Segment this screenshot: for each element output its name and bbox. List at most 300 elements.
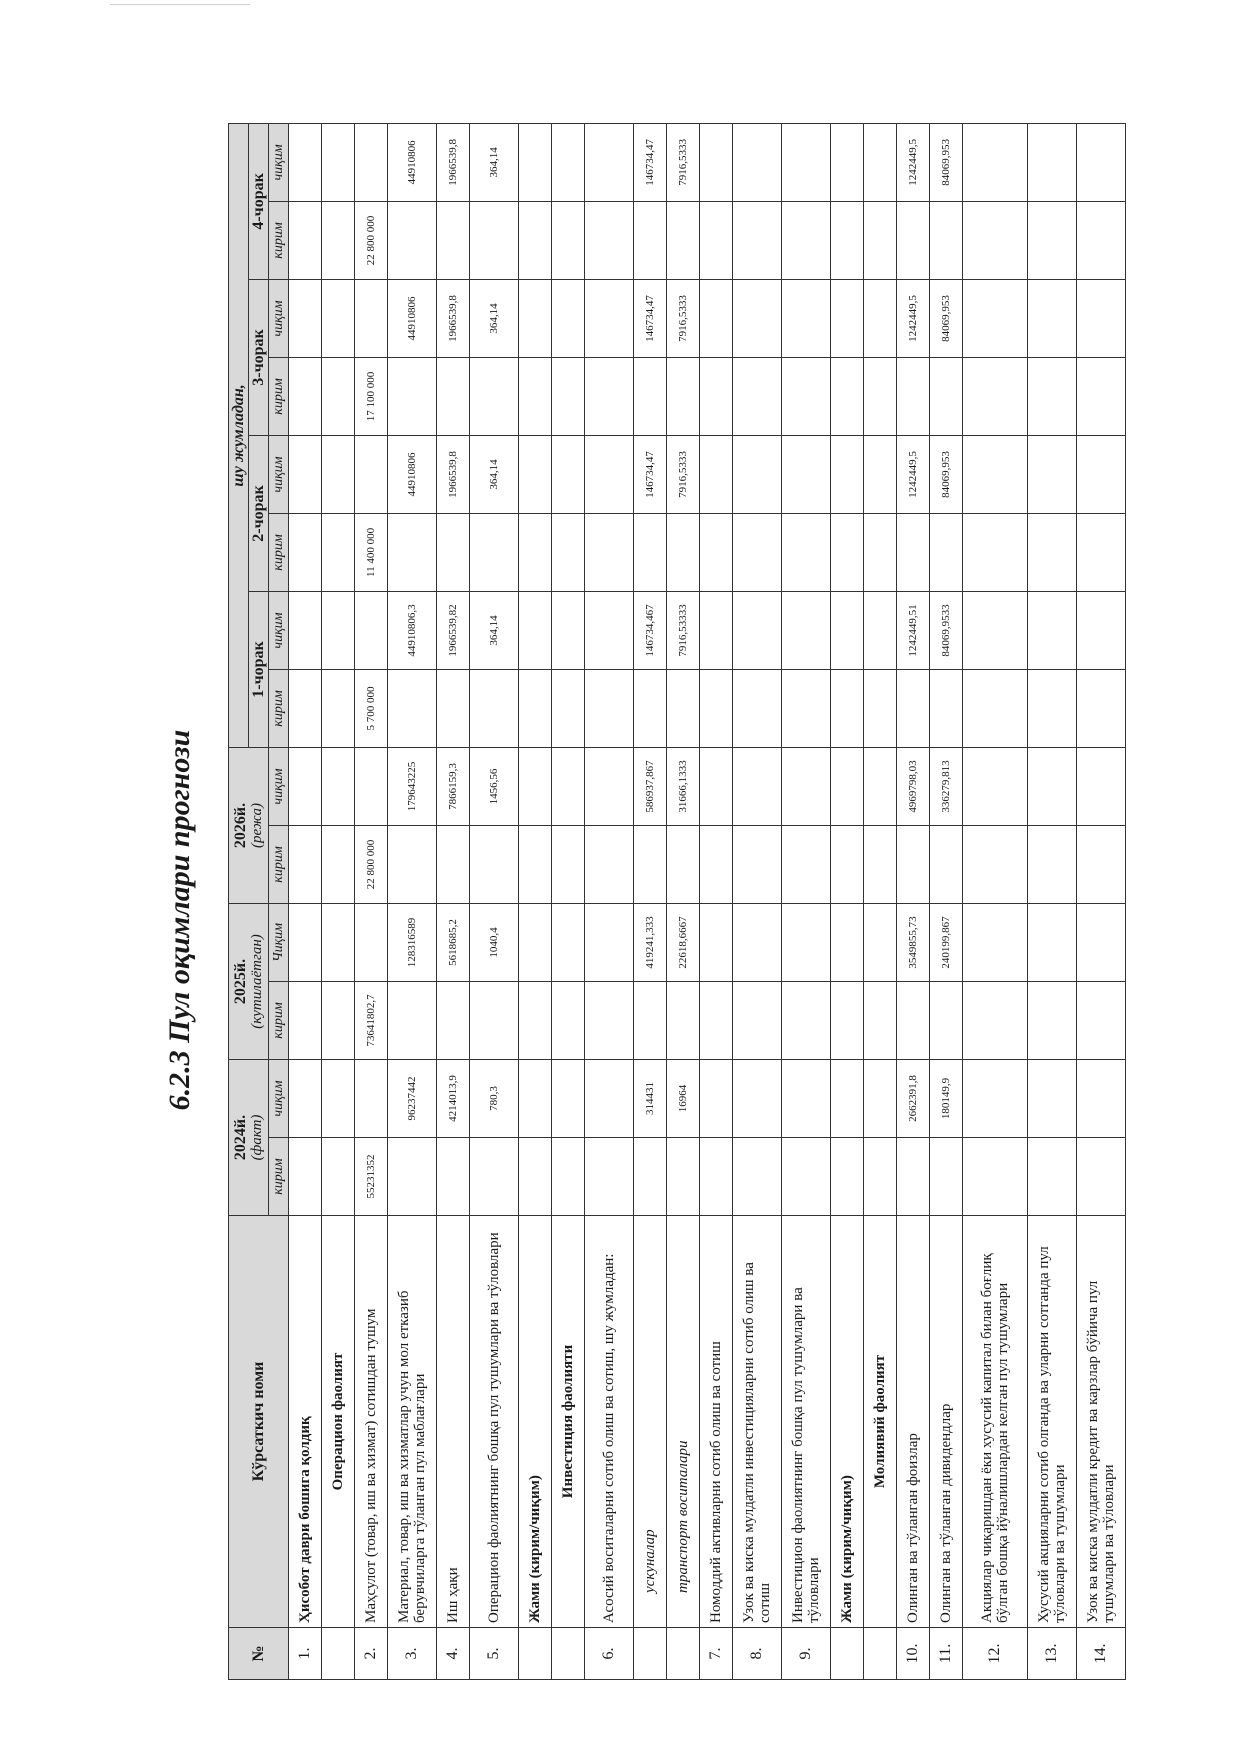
value-cell: [355, 903, 388, 981]
value-cell: [700, 825, 733, 903]
value-cell: [552, 981, 585, 1059]
value-cell: 31666,1333: [667, 747, 700, 825]
value-cell: [782, 357, 831, 435]
table-row: [634, 123, 667, 1679]
value-cell: [782, 513, 831, 591]
value-cell: [437, 513, 470, 591]
table-row: [831, 123, 864, 1679]
value-cell: [388, 825, 437, 903]
value-cell: 7916,5333: [667, 435, 700, 513]
table-row: [585, 123, 634, 1679]
row-number: 9.: [782, 1628, 831, 1680]
value-cell: [1077, 279, 1126, 357]
value-cell: [585, 279, 634, 357]
header-including: шу жумладан,: [229, 123, 249, 747]
value-cell: [519, 825, 552, 903]
value-cell: [470, 513, 519, 591]
value-cell: 364,14: [470, 279, 519, 357]
header-q4: 4-чорак: [249, 123, 269, 279]
table-row: [700, 123, 733, 1679]
value-cell: [864, 1059, 897, 1137]
value-cell: [519, 201, 552, 279]
value-cell: [585, 123, 634, 201]
header-no: №: [229, 1628, 289, 1680]
value-cell: [289, 981, 322, 1059]
value-cell: [733, 123, 782, 201]
value-cell: [552, 825, 585, 903]
value-cell: [322, 981, 355, 1059]
row-label: ускуналар: [634, 1216, 667, 1628]
value-cell: [552, 669, 585, 747]
value-cell: [289, 279, 322, 357]
value-cell: [831, 123, 864, 201]
row-number: 4.: [437, 1628, 470, 1680]
value-cell: [519, 513, 552, 591]
value-cell: [519, 357, 552, 435]
value-cell: 17 100 000: [355, 357, 388, 435]
row-label: Операцион фаолият: [322, 1216, 355, 1628]
value-cell: [700, 201, 733, 279]
value-cell: [733, 1138, 782, 1216]
value-cell: [289, 435, 322, 513]
row-number: [864, 1628, 897, 1680]
value-cell: [634, 669, 667, 747]
value-cell: 1966539,8: [437, 435, 470, 513]
value-cell: [585, 1059, 634, 1137]
value-cell: [667, 513, 700, 591]
header-kirim: кирим: [269, 201, 289, 279]
value-cell: [963, 357, 1028, 435]
header-2025: 2025й. (кутилаётган): [229, 903, 269, 1059]
row-label: Материал, товар, иш ва хизматлар учун мол етказиб берувчиларга тўланган пул маблағлари: [388, 1216, 437, 1628]
value-cell: [388, 669, 437, 747]
value-cell: [864, 591, 897, 669]
value-cell: [355, 435, 388, 513]
row-number: 8.: [733, 1628, 782, 1680]
value-cell: [388, 357, 437, 435]
value-cell: [897, 981, 930, 1059]
value-cell: [963, 279, 1028, 357]
value-cell: [864, 123, 897, 201]
header-chiqim: чиқим: [269, 123, 289, 201]
value-cell: [864, 201, 897, 279]
value-cell: 146734,47: [634, 123, 667, 201]
header-chiqim: Чиқим: [269, 903, 289, 981]
value-cell: [552, 357, 585, 435]
row-number: 13.: [1028, 1628, 1077, 1680]
value-cell: [585, 903, 634, 981]
value-cell: [634, 1138, 667, 1216]
value-cell: [552, 903, 585, 981]
value-cell: 1040,4: [470, 903, 519, 981]
value-cell: [355, 1059, 388, 1137]
value-cell: [667, 1138, 700, 1216]
value-cell: 180149,9: [930, 1059, 963, 1137]
header-chiqim: чиқим: [269, 591, 289, 669]
row-number: [322, 1628, 355, 1680]
value-cell: [733, 435, 782, 513]
value-cell: [470, 981, 519, 1059]
value-cell: [634, 201, 667, 279]
row-number: 5.: [470, 1628, 519, 1680]
value-cell: [1028, 591, 1077, 669]
cash-flow-table: [228, 123, 1126, 1680]
header-kirim: кирим: [269, 1138, 289, 1216]
value-cell: [552, 1059, 585, 1137]
value-cell: [289, 825, 322, 903]
value-cell: [519, 435, 552, 513]
value-cell: [864, 903, 897, 981]
value-cell: [585, 357, 634, 435]
value-cell: [700, 435, 733, 513]
value-cell: [585, 825, 634, 903]
value-cell: [667, 981, 700, 1059]
value-cell: [289, 669, 322, 747]
value-cell: [1077, 357, 1126, 435]
value-cell: [437, 669, 470, 747]
value-cell: 4969798,03: [897, 747, 930, 825]
header-chiqim: чиқим: [269, 1059, 289, 1137]
value-cell: [355, 279, 388, 357]
value-cell: [437, 1138, 470, 1216]
value-cell: [700, 123, 733, 201]
value-cell: [1028, 357, 1077, 435]
table-row: [437, 123, 470, 1679]
value-cell: [831, 1059, 864, 1137]
value-cell: [585, 1138, 634, 1216]
value-cell: [322, 825, 355, 903]
table-body: [289, 123, 1126, 1679]
value-cell: [700, 513, 733, 591]
value-cell: [782, 825, 831, 903]
value-cell: [1077, 201, 1126, 279]
value-cell: [864, 747, 897, 825]
row-number: [634, 1628, 667, 1680]
value-cell: [700, 1138, 733, 1216]
value-cell: 84069,953: [930, 279, 963, 357]
value-cell: [963, 747, 1028, 825]
value-cell: [864, 513, 897, 591]
value-cell: [700, 903, 733, 981]
value-cell: [1077, 903, 1126, 981]
value-cell: 3549855,73: [897, 903, 930, 981]
value-cell: [1077, 669, 1126, 747]
value-cell: [1028, 825, 1077, 903]
value-cell: [322, 591, 355, 669]
table-header: [229, 123, 289, 1679]
value-cell: [585, 513, 634, 591]
value-cell: [585, 435, 634, 513]
value-cell: [289, 357, 322, 435]
header-kirim: кирим: [269, 669, 289, 747]
value-cell: 5618685,2: [437, 903, 470, 981]
value-cell: [1028, 669, 1077, 747]
row-label: Маҳсулот (товар, иш ва хизмат) сотишдан тушум: [355, 1216, 388, 1628]
value-cell: [963, 981, 1028, 1059]
value-cell: 84069,953: [930, 435, 963, 513]
value-cell: [437, 357, 470, 435]
value-cell: 1456,56: [470, 747, 519, 825]
value-cell: [963, 201, 1028, 279]
value-cell: 2662391,8: [897, 1059, 930, 1137]
header-kirim: кирим: [269, 513, 289, 591]
value-cell: [322, 279, 355, 357]
value-cell: [700, 279, 733, 357]
value-cell: 1242449,51: [897, 591, 930, 669]
header-name: Кўрсаткич номи: [229, 1216, 289, 1628]
value-cell: [1077, 513, 1126, 591]
row-number: 7.: [700, 1628, 733, 1680]
header-q1: 1-чорак: [249, 591, 269, 747]
value-cell: [470, 669, 519, 747]
value-cell: 7866159,3: [437, 747, 470, 825]
value-cell: [585, 591, 634, 669]
row-label: транспорт воситалари: [667, 1216, 700, 1628]
value-cell: [930, 981, 963, 1059]
value-cell: 1966539,8: [437, 279, 470, 357]
value-cell: [1028, 1138, 1077, 1216]
header-2024: 2024й. (факт): [229, 1059, 269, 1215]
row-label: Асосий воситаларни сотиб олиш ва сотиш, шу жумладан:: [585, 1216, 634, 1628]
table-row: [963, 123, 1028, 1679]
table-row: [388, 123, 437, 1679]
row-number: 2.: [355, 1628, 388, 1680]
value-cell: [733, 591, 782, 669]
value-cell: [733, 201, 782, 279]
value-cell: [552, 591, 585, 669]
value-cell: 22 800 000: [355, 201, 388, 279]
value-cell: 128316589: [388, 903, 437, 981]
value-cell: [782, 1059, 831, 1137]
value-cell: [831, 981, 864, 1059]
value-cell: [1077, 825, 1126, 903]
value-cell: 5 700 000: [355, 669, 388, 747]
value-cell: [963, 435, 1028, 513]
value-cell: [388, 981, 437, 1059]
value-cell: [733, 279, 782, 357]
value-cell: [1028, 279, 1077, 357]
value-cell: [782, 591, 831, 669]
value-cell: [289, 123, 322, 201]
value-cell: [930, 669, 963, 747]
value-cell: 364,14: [470, 435, 519, 513]
value-cell: 1242449,5: [897, 279, 930, 357]
value-cell: [322, 123, 355, 201]
value-cell: 1966539,82: [437, 591, 470, 669]
value-cell: [864, 981, 897, 1059]
row-number: 3.: [388, 1628, 437, 1680]
row-label: Операцион фаолиятнинг бошқа пул тушумлари ва тўловлари: [470, 1216, 519, 1628]
value-cell: [322, 669, 355, 747]
value-cell: [322, 357, 355, 435]
value-cell: [782, 1138, 831, 1216]
value-cell: 1242449,5: [897, 435, 930, 513]
value-cell: [322, 903, 355, 981]
value-cell: [388, 1138, 437, 1216]
row-label: Олинган ва тўланган фоизлар: [897, 1216, 930, 1628]
value-cell: [634, 513, 667, 591]
value-cell: [831, 279, 864, 357]
value-cell: [289, 591, 322, 669]
row-number: 1.: [289, 1628, 322, 1680]
value-cell: [552, 123, 585, 201]
value-cell: [700, 747, 733, 825]
value-cell: [963, 591, 1028, 669]
value-cell: [470, 357, 519, 435]
value-cell: [1077, 435, 1126, 513]
value-cell: [519, 669, 552, 747]
value-cell: [733, 981, 782, 1059]
value-cell: [864, 1138, 897, 1216]
value-cell: 22 800 000: [355, 825, 388, 903]
row-number: 14.: [1077, 1628, 1126, 1680]
value-cell: [1028, 903, 1077, 981]
value-cell: [963, 825, 1028, 903]
value-cell: [700, 669, 733, 747]
value-cell: 314431: [634, 1059, 667, 1137]
value-cell: 73641802,7: [355, 981, 388, 1059]
value-cell: [897, 201, 930, 279]
value-cell: [782, 201, 831, 279]
value-cell: 1966539,8: [437, 123, 470, 201]
value-cell: [519, 279, 552, 357]
row-number: [519, 1628, 552, 1680]
value-cell: [1077, 747, 1126, 825]
table-row: [355, 123, 388, 1679]
value-cell: [897, 1138, 930, 1216]
row-label: Узок ва киска мулдатли кредит ва карзлар бўйича пул тушумлари ва тўловлари: [1077, 1216, 1126, 1628]
value-cell: 336279,813: [930, 747, 963, 825]
value-cell: [733, 747, 782, 825]
value-cell: [552, 1138, 585, 1216]
value-cell: [733, 1059, 782, 1137]
value-cell: [1028, 435, 1077, 513]
value-cell: [519, 123, 552, 201]
value-cell: [289, 1059, 322, 1137]
value-cell: [733, 825, 782, 903]
value-cell: [519, 981, 552, 1059]
value-cell: [585, 981, 634, 1059]
row-number: 10.: [897, 1628, 930, 1680]
value-cell: [782, 435, 831, 513]
value-cell: [289, 201, 322, 279]
value-cell: [831, 357, 864, 435]
table-row: [470, 123, 519, 1679]
value-cell: 16964: [667, 1059, 700, 1137]
value-cell: [667, 357, 700, 435]
value-cell: [700, 981, 733, 1059]
table-row: [733, 123, 782, 1679]
value-cell: [782, 747, 831, 825]
value-cell: [552, 747, 585, 825]
row-label: Олинган ва тўланган дивидендлар: [930, 1216, 963, 1628]
value-cell: [1077, 123, 1126, 201]
value-cell: 7916,5333: [667, 279, 700, 357]
value-cell: [782, 669, 831, 747]
value-cell: [1077, 591, 1126, 669]
value-cell: [552, 435, 585, 513]
value-cell: [667, 201, 700, 279]
value-cell: [897, 513, 930, 591]
value-cell: 4214013,9: [437, 1059, 470, 1137]
row-number: [667, 1628, 700, 1680]
value-cell: [1028, 123, 1077, 201]
table-row: [930, 123, 963, 1679]
value-cell: [930, 1138, 963, 1216]
value-cell: [519, 591, 552, 669]
value-cell: [963, 1059, 1028, 1137]
value-cell: [831, 1138, 864, 1216]
value-cell: [864, 357, 897, 435]
value-cell: [963, 123, 1028, 201]
value-cell: [831, 435, 864, 513]
value-cell: [930, 513, 963, 591]
header-q3: 3-чорак: [249, 279, 269, 435]
table-row: [897, 123, 930, 1679]
value-cell: 146734,47: [634, 435, 667, 513]
value-cell: [733, 513, 782, 591]
table-row: [667, 123, 700, 1679]
value-cell: [388, 201, 437, 279]
value-cell: [700, 591, 733, 669]
header-2026: 2026й. (режа): [229, 747, 269, 903]
value-cell: [1028, 747, 1077, 825]
row-number: [831, 1628, 864, 1680]
table-row: [1028, 123, 1077, 1679]
value-cell: [355, 591, 388, 669]
row-number: 12.: [963, 1628, 1028, 1680]
value-cell: [1028, 513, 1077, 591]
value-cell: [700, 1059, 733, 1137]
table-row: [519, 123, 552, 1679]
value-cell: [552, 201, 585, 279]
value-cell: [355, 123, 388, 201]
value-cell: 55231352: [355, 1138, 388, 1216]
value-cell: 179643225: [388, 747, 437, 825]
row-label: Инвестицион фаолиятнинг бошқа пул тушумлари ва тўловлари: [782, 1216, 831, 1628]
value-cell: 44910806: [388, 123, 437, 201]
value-cell: [782, 123, 831, 201]
value-cell: [963, 669, 1028, 747]
row-label: Ҳисобот даври бошига қолдиқ: [289, 1216, 322, 1628]
value-cell: 22618,6667: [667, 903, 700, 981]
table-row: [552, 123, 585, 1679]
value-cell: [388, 513, 437, 591]
header-q2: 2-чорак: [249, 435, 269, 591]
value-cell: [322, 747, 355, 825]
value-cell: 44910806,3: [388, 591, 437, 669]
value-cell: [552, 513, 585, 591]
value-cell: [322, 1138, 355, 1216]
value-cell: 364,14: [470, 123, 519, 201]
value-cell: [470, 201, 519, 279]
value-cell: [519, 1138, 552, 1216]
value-cell: [733, 903, 782, 981]
row-label: Жами (кирим/чиқим): [831, 1216, 864, 1628]
value-cell: [519, 903, 552, 981]
value-cell: 146734,47: [634, 279, 667, 357]
value-cell: [634, 981, 667, 1059]
rotated-content: [150, 120, 1117, 1720]
row-number: [552, 1628, 585, 1680]
value-cell: [322, 1059, 355, 1137]
value-cell: [289, 747, 322, 825]
value-cell: [634, 825, 667, 903]
value-cell: 84069,953: [930, 123, 963, 201]
value-cell: [289, 1138, 322, 1216]
value-cell: [470, 1138, 519, 1216]
value-cell: [782, 279, 831, 357]
